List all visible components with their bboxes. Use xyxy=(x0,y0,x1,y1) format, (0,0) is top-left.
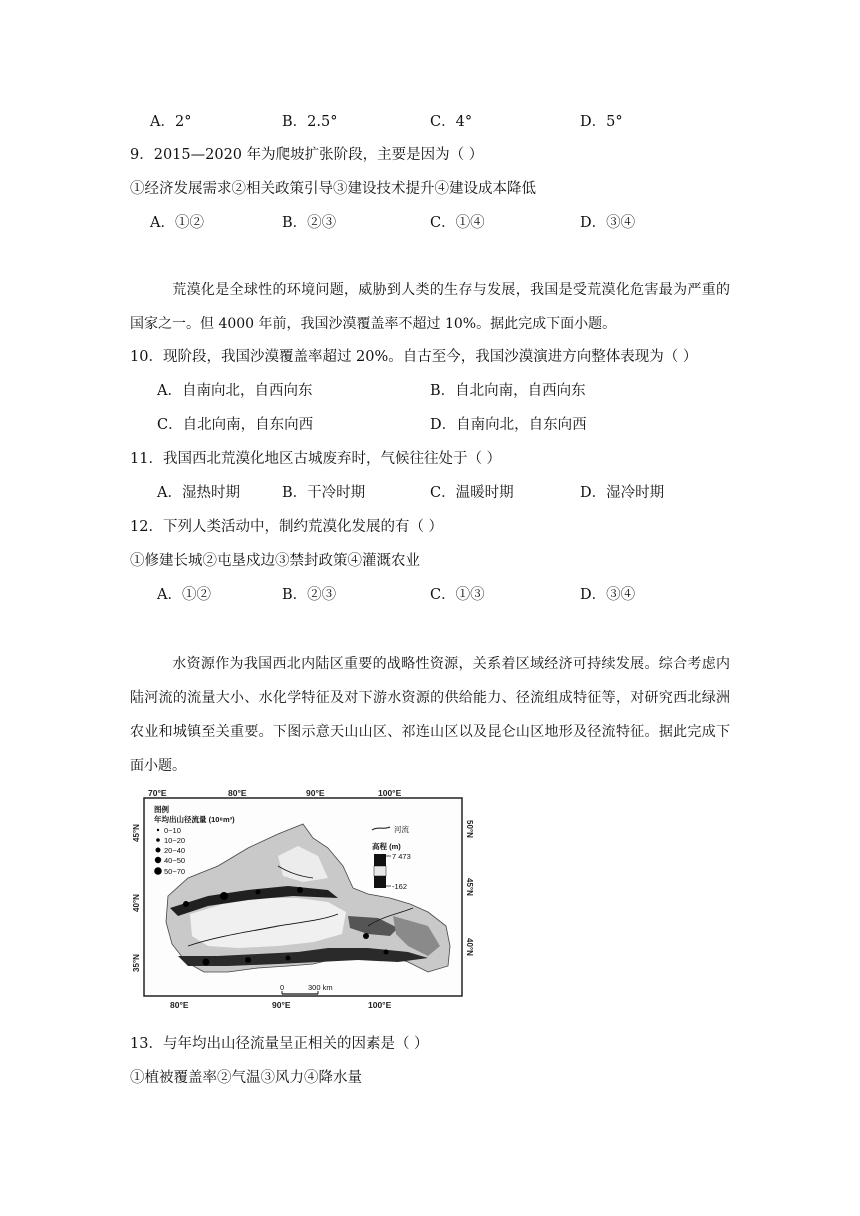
q10-option-a[interactable]: A．自南向北，自西向东 xyxy=(157,383,313,399)
lat-label-left-35: 35°N xyxy=(132,954,141,972)
scale-label: 300 km xyxy=(308,983,333,992)
scale-zero: 0 xyxy=(280,983,285,992)
q10-option-d[interactable]: D．自南向北，自东向西 xyxy=(430,417,587,433)
legend-dot-5 xyxy=(154,867,162,875)
legend-item-1: 0~10 xyxy=(164,826,181,835)
q12-option-d[interactable]: D．③④ xyxy=(580,587,636,603)
elevation-min: -162 xyxy=(392,882,408,891)
elevation-legend-title: 高程 (m) xyxy=(372,842,401,851)
legend-title: 图例 xyxy=(154,805,169,814)
q8-option-b[interactable]: B．2.5° xyxy=(282,114,338,130)
q9-items: ①经济发展需求②相关政策引导③建设技术提升④建设成本降低 xyxy=(130,181,536,197)
runoff-dot xyxy=(297,887,303,893)
runoff-dot xyxy=(220,892,228,900)
q12-items: ①修建长城②屯垦戍边③禁封政策④灌溉农业 xyxy=(130,553,420,569)
q10-stem: 10．现阶段，我国沙漠覆盖率超过 20%。自古至今，我国沙漠演进方向整体表现为（ ） xyxy=(130,349,698,365)
lat-label-left-45: 45°N xyxy=(132,824,141,842)
q11-option-b[interactable]: B．干冷时期 xyxy=(282,485,366,501)
q9-option-a[interactable]: A．①② xyxy=(150,215,204,231)
q9-stem: 9．2015—2020 年为爬坡扩张阶段，主要是因为（ ） xyxy=(130,147,484,163)
runoff-dot xyxy=(256,890,261,895)
q9-option-d[interactable]: D．③④ xyxy=(580,215,636,231)
q12-option-a[interactable]: A．①② xyxy=(157,587,211,603)
lon-label-top-100: 100°E xyxy=(378,788,402,798)
q9-option-c[interactable]: C．①④ xyxy=(430,215,485,231)
lon-label-bottom-90: 90°E xyxy=(272,1000,291,1010)
passage-water-resources-text: 水资源作为我国西北内陆区重要的战略性资源，关系着区域经济可持续发展。综合考虑内陆河流的流量大小、水化学特征及对下游水资源的供给能力、径流组成特征等，对研究西北绿洲农业和城镇至关重要。下图示意天山山区、祁连山区以及昆仑山区地形及径流特征。据此完成下面小题。 xyxy=(130,656,730,774)
q10-option-c[interactable]: C．自北向南，自东向西 xyxy=(157,417,314,433)
lon-label-bottom-80: 80°E xyxy=(170,1000,189,1010)
q11-option-a[interactable]: A．湿热时期 xyxy=(157,485,240,501)
passage-desertification-text: 荒漠化是全球性的环境问题，威胁到人类的生存与发展，我国是受荒漠化危害最为严重的国家之一。但 4000 年前，我国沙漠覆盖率不超过 10%。据此完成下面小题。 xyxy=(130,282,730,332)
lat-label-right-40: 40°N xyxy=(465,938,474,956)
elevation-max: 7 473 xyxy=(392,852,411,861)
elevation-swatch-high xyxy=(374,854,386,866)
runoff-dot xyxy=(245,957,251,963)
q8-option-d[interactable]: D．5° xyxy=(580,114,623,130)
legend-dot-2 xyxy=(156,838,160,842)
q9-option-b[interactable]: B．②③ xyxy=(282,215,337,231)
lat-label-right-45: 45°N xyxy=(465,878,474,896)
legend-item-4: 40~50 xyxy=(164,856,186,865)
passage-desertification xyxy=(130,273,730,341)
legend-subtitle: 年均出山径流量 (10⁸m³) xyxy=(154,815,235,824)
lon-label-top-90: 90°E xyxy=(306,788,325,798)
lat-label-left-40: 40°N xyxy=(132,894,141,912)
elevation-swatch-mid xyxy=(374,866,386,876)
q8-option-c[interactable]: C．4° xyxy=(430,114,473,130)
runoff-map xyxy=(128,786,478,1014)
lat-label-right-50: 50°N xyxy=(465,820,474,838)
q12-option-b[interactable]: B．②③ xyxy=(282,587,337,603)
lon-label-bottom-100: 100°E xyxy=(368,1000,392,1010)
q11-stem: 11．我国西北荒漠化地区古城废弃时，气候往往处于（ ） xyxy=(130,451,502,467)
passage-water-resources xyxy=(130,647,730,783)
q8-option-a[interactable]: A．2° xyxy=(150,114,192,130)
river-legend-label: 河流 xyxy=(394,825,409,834)
legend-item-2: 10~20 xyxy=(164,836,186,845)
lon-label-top-70: 70°E xyxy=(148,788,167,798)
q13-items: ①植被覆盖率②气温③风力④降水量 xyxy=(130,1070,362,1086)
legend-item-5: 50~70 xyxy=(164,867,186,876)
lon-label-top-80: 80°E xyxy=(228,788,247,798)
runoff-dot xyxy=(203,959,210,966)
runoff-dot xyxy=(183,901,189,907)
legend-dot-1 xyxy=(157,829,159,831)
runoff-dot xyxy=(384,950,389,955)
q10-option-b[interactable]: B．自北向南，自西向东 xyxy=(430,383,586,399)
legend-dot-4 xyxy=(155,857,161,863)
runoff-dot xyxy=(286,956,291,961)
q11-option-c[interactable]: C．温暖时期 xyxy=(430,485,514,501)
legend-item-3: 20~40 xyxy=(164,846,186,855)
q12-stem: 12．下列人类活动中，制约荒漠化发展的有（ ） xyxy=(130,519,444,535)
legend-dot-3 xyxy=(156,848,161,853)
q12-option-c[interactable]: C．①③ xyxy=(430,587,485,603)
q11-option-d[interactable]: D．湿冷时期 xyxy=(580,485,665,501)
q13-stem: 13．与年均出山径流量呈正相关的因素是（ ） xyxy=(130,1036,429,1052)
elevation-swatch-low xyxy=(374,876,386,888)
runoff-dot xyxy=(363,933,369,939)
